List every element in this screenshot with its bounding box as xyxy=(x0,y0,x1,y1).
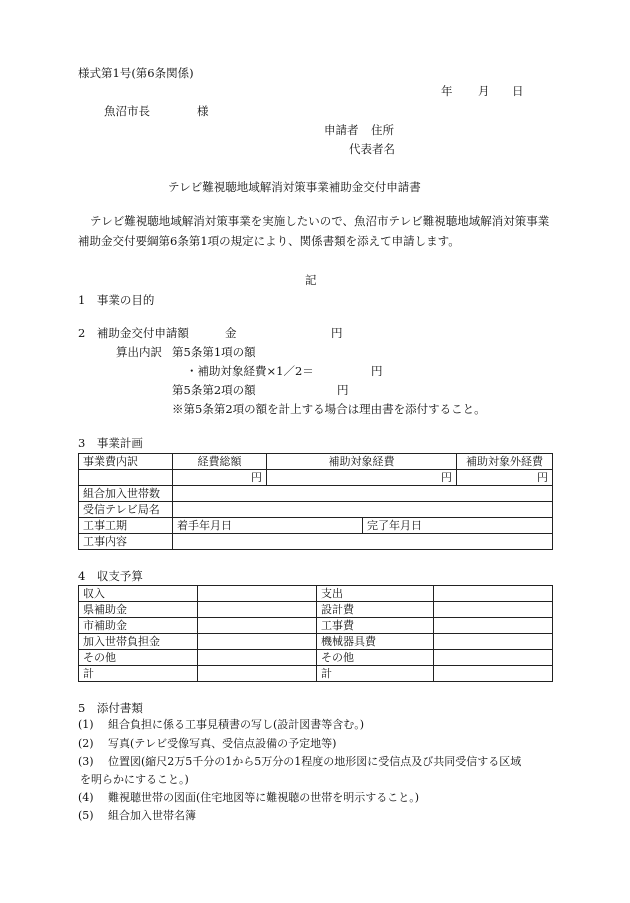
table-row xyxy=(79,650,553,666)
row-label-content: 工事内容 xyxy=(79,534,173,550)
table-row xyxy=(79,502,553,518)
section2-kin: 金 xyxy=(225,326,237,340)
applicant-address: 住所 xyxy=(371,123,394,137)
document-title: テレビ難視聴地域解消対策事業補助金交付申請書 xyxy=(168,180,421,194)
attachment-num: (3) xyxy=(78,755,94,768)
addressee-name: 魚沼市長 xyxy=(104,104,150,118)
subsidy-formula: ・補助対象経費×1／2＝ xyxy=(186,364,314,378)
col-header-total: 経費総額 xyxy=(173,454,267,470)
expense-total-label: 計 xyxy=(317,666,434,682)
applicant-label: 申請者 xyxy=(324,123,359,137)
section5-heading: 5 添付書類 xyxy=(78,701,143,715)
article5-2-yen: 円 xyxy=(337,383,349,397)
expense-label: 機械器具費 xyxy=(317,634,434,650)
attachment-text: 組合負担に係る工事見積書の写し(設計図書等含む。) xyxy=(108,718,365,731)
section2-heading: 2 補助金交付申請額 xyxy=(78,326,189,340)
income-amount-cell[interactable] xyxy=(198,634,317,650)
col-header-item: 事業費内訳 xyxy=(79,454,173,470)
expense-amount-cell[interactable] xyxy=(434,586,553,602)
business-plan-table xyxy=(78,453,553,550)
form-number: 様式第1号(第6条関係) xyxy=(78,66,194,80)
table-row xyxy=(79,634,553,650)
budget-table xyxy=(78,585,553,682)
expense-amount-cell[interactable] xyxy=(434,602,553,618)
row-label-station: 受信テレビ局名 xyxy=(79,502,173,518)
income-label: その他 xyxy=(79,650,198,666)
expense-label: 設計費 xyxy=(317,602,434,618)
income-label: 市補助金 xyxy=(79,618,198,634)
table-row xyxy=(79,454,553,470)
attachment-text: 組合加入世帯名簿 xyxy=(108,809,196,822)
attachment-text: 難視聴世帯の図面(住宅地図等に難視聴の世帯を明示すること。) xyxy=(108,791,420,804)
section1-heading: 1 事業の目的 xyxy=(78,293,155,307)
article5-2-note: ※第5条第2項の額を計上する場合は理由書を添付すること。 xyxy=(172,402,486,416)
attachment-text-continued: を明らかにすること。) xyxy=(80,773,189,786)
date-day: 日 xyxy=(512,84,524,98)
attachment-num: (4) xyxy=(78,791,94,804)
expense-header: 支出 xyxy=(317,586,434,602)
end-date-cell[interactable]: 完了年月日 xyxy=(363,518,553,534)
representative-name-label: 代表者名 xyxy=(349,142,395,156)
income-amount-cell[interactable] xyxy=(198,618,317,634)
table-row xyxy=(79,586,553,602)
expense-amount-cell[interactable] xyxy=(434,650,553,666)
col-header-eligible: 補助対象経費 xyxy=(267,454,457,470)
expense-label: 工事費 xyxy=(317,618,434,634)
expense-total-cell[interactable] xyxy=(434,666,553,682)
income-amount-cell[interactable] xyxy=(198,650,317,666)
attachment-text: 写真(テレビ受像写真、受信点設備の予定地等) xyxy=(108,737,337,750)
section4-heading: 4 収支予算 xyxy=(78,569,143,583)
date-month: 月 xyxy=(478,84,490,98)
expense-label: その他 xyxy=(317,650,434,666)
expense-amount-cell[interactable] xyxy=(434,634,553,650)
article5-1-label: 第5条第1項の額 xyxy=(172,345,256,359)
table-row xyxy=(79,666,553,682)
addressee-honorific: 様 xyxy=(197,104,209,118)
income-amount-cell[interactable] xyxy=(198,586,317,602)
attachment-num: (2) xyxy=(78,737,94,750)
station-value-cell[interactable] xyxy=(173,502,553,518)
total-yen-cell[interactable]: 円 xyxy=(173,470,267,486)
content-value-cell[interactable] xyxy=(173,534,553,550)
table-row xyxy=(79,518,553,534)
row-label-households: 組合加入世帯数 xyxy=(79,486,173,502)
table-row xyxy=(79,618,553,634)
attachment-num: (1) xyxy=(78,718,94,731)
col-header-ineligible: 補助対象外経費 xyxy=(457,454,553,470)
attachment-num: (5) xyxy=(78,809,94,822)
table-cell[interactable] xyxy=(79,470,173,486)
section2-yen: 円 xyxy=(331,326,343,340)
table-row xyxy=(79,486,553,502)
income-header: 収入 xyxy=(79,586,198,602)
attachment-text: 位置図(縮尺2万5千分の1から5万分の1程度の地形図に受信点及び共同受信する区域 xyxy=(108,755,522,768)
section3-heading: 3 事業計画 xyxy=(78,436,143,450)
formula-yen: 円 xyxy=(371,364,383,378)
article5-2-label: 第5条第2項の額 xyxy=(172,383,256,397)
table-row xyxy=(79,470,553,486)
income-label: 県補助金 xyxy=(79,602,198,618)
intro-paragraph: テレビ難視聴地域解消対策事業を実施したいので、魚沼市テレビ難視聴地域解消対策事業補助金交付要綱第6条第1項の規定により、関係書類を添えて申請します。 xyxy=(78,214,550,248)
start-date-cell[interactable]: 着手年月日 xyxy=(173,518,363,534)
income-amount-cell[interactable] xyxy=(198,602,317,618)
eligible-yen-cell[interactable]: 円 xyxy=(267,470,457,486)
ki-marker: 記 xyxy=(305,273,317,287)
ineligible-yen-cell[interactable]: 円 xyxy=(457,470,553,486)
income-label: 加入世帯負担金 xyxy=(79,634,198,650)
date-year: 年 xyxy=(441,84,453,98)
row-label-period: 工事工期 xyxy=(79,518,173,534)
table-row xyxy=(79,534,553,550)
households-value-cell[interactable] xyxy=(173,486,553,502)
breakdown-label: 算出内訳 xyxy=(116,345,162,359)
expense-amount-cell[interactable] xyxy=(434,618,553,634)
income-total-label: 計 xyxy=(79,666,198,682)
table-row xyxy=(79,602,553,618)
income-total-cell[interactable] xyxy=(198,666,317,682)
